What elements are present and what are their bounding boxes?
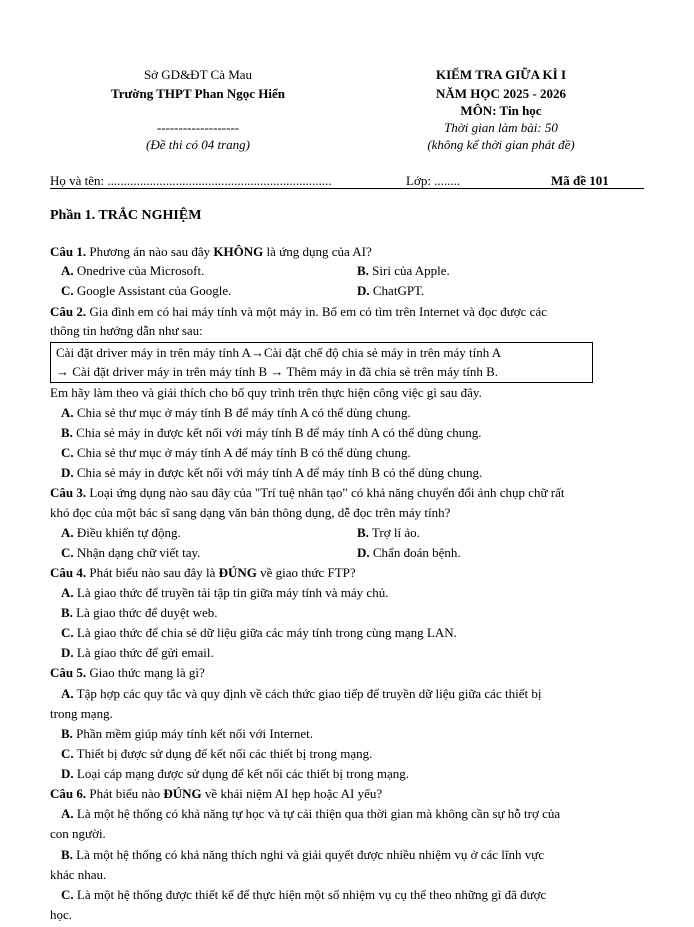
- header-divider: [50, 188, 644, 189]
- department-name: Sở GD&ĐT Cà Mau: [143, 67, 253, 82]
- school-name: Trường THPT Phan Ngọc Hiển: [111, 86, 285, 101]
- q3-option-c: C. Nhận dạng chữ viết tay.: [61, 545, 201, 560]
- question-4: Câu 4. Phát biểu nào sau đây là ĐÚNG về giao thức FTP?: [50, 565, 356, 580]
- exam-title: KIỂM TRA GIỮA KÌ I: [435, 67, 567, 82]
- q6-option-c-cont: học.: [50, 907, 73, 922]
- q5-option-b: B. Phần mềm giúp máy tính kết nối với Internet.: [61, 726, 314, 741]
- q1-option-d: D. ChatGPT.: [357, 283, 425, 298]
- student-name-field: Họ và tên: .....................................................................: [50, 173, 332, 188]
- question-3: Câu 3. Loại ứng dụng nào sau đây của "Trí tuệ nhân tạo" có khả năng chuyển đổi ảnh chụp chữ rất: [50, 485, 565, 500]
- question-6: Câu 6. Phát biểu nào ĐÚNG về khái niệm AI hẹp hoặc AI yếu?: [50, 786, 383, 801]
- q2-option-c: C. Chia sẻ thư mục ở máy tính A để máy tính B có thể dùng chung.: [61, 445, 411, 460]
- section-title: Phần 1. TRẮC NGHIỆM: [50, 208, 202, 223]
- q6-option-c: C. Là một hệ thống được thiết kế để thực hiện một số nhiệm vụ cụ thể theo những gì đã được: [61, 887, 547, 902]
- pages-note: (Đề thi có 04 trang): [146, 137, 250, 152]
- subject: MÔN: Tin học: [460, 103, 542, 118]
- instruction-line-2: → Cài đặt driver máy in trên máy tính B → Thêm máy in đã chia sẻ trên máy tính B.: [56, 364, 499, 379]
- q4-option-d: D. Là giao thức để gửi email.: [61, 645, 214, 660]
- exam-code: Mã đề 101: [551, 173, 609, 188]
- q1-option-b: B. Siri của Apple.: [357, 263, 450, 278]
- time-allowed: Thời gian làm bài: 50: [444, 120, 558, 135]
- q5-option-c: C. Thiết bị được sử dụng để kết nối các thiết bị trong mạng.: [61, 746, 373, 761]
- q1-option-c: C. Google Assistant của Google.: [61, 283, 232, 298]
- q4-option-a: A. Là giao thức để truyền tải tập tin giữa máy tính và máy chủ.: [61, 585, 389, 600]
- school-year: NĂM HỌC 2025 - 2026: [436, 86, 566, 101]
- q4-option-c: C. Là giao thức để chia sẻ dữ liệu giữa các máy tính trong cùng mạng LAN.: [61, 625, 457, 640]
- q2-option-b: B. Chia sẻ máy in được kết nối với máy tính B để máy tính A có thể dùng chung.: [61, 425, 482, 440]
- q6-option-a: A. Là một hệ thống có khả năng tự học và tự cải thiện qua thời gian mà không cần sự hỗ trợ của: [61, 806, 561, 821]
- q5-option-d: D. Loại cáp mạng được sử dụng để kết nối các thiết bị trong mạng.: [61, 766, 410, 781]
- q1-option-a: A. Onedrive của Microsoft.: [61, 263, 205, 278]
- instruction-line-1: Cài đặt driver máy in trên máy tính A→Cài đặt chế độ chia sẻ máy in trên máy tính A: [56, 345, 502, 360]
- q3-line-2: khó đọc của một bác sĩ sang dạng văn bản thông dụng, dễ đọc trên máy tính?: [50, 505, 451, 520]
- q3-option-b: B. Trợ lí ảo.: [357, 525, 420, 540]
- q5-option-a: A. Tập hợp các quy tắc và quy định về cách thức giao tiếp để truyền dữ liệu giữa các thiết bị: [61, 686, 542, 701]
- q6-option-a-cont: con người.: [50, 826, 106, 841]
- question-2: Câu 2. Gia đình em có hai máy tính và một máy in. Bố em có tìm trên Internet và đọc được các: [50, 304, 547, 319]
- q4-option-b: B. Là giao thức để duyệt web.: [61, 605, 218, 620]
- class-field: Lớp: ........: [406, 173, 461, 188]
- q2-option-a: A. Chia sẻ thư mục ở máy tính B để máy tính A có thể dùng chung.: [61, 405, 411, 420]
- q2-prompt: Em hãy làm theo và giải thích cho bố quy trình trên thực hiện công việc gì sau đây.: [50, 385, 482, 400]
- header-dashes: -------------------: [156, 120, 240, 135]
- question-5: Câu 5. Giao thức mạng là gì?: [50, 665, 205, 680]
- question-1: Câu 1. Phương án nào sau đây KHÔNG là ứng dụng của AI?: [50, 244, 372, 259]
- q2-line-2: thông tin hướng dẫn như sau:: [50, 323, 203, 338]
- q6-option-b: B. Là một hệ thống có khả năng thích nghi và giải quyết được nhiều nhiệm vụ ở các lĩnh vực: [61, 847, 545, 862]
- q5-option-a-cont: trong mạng.: [50, 706, 113, 721]
- q6-option-b-cont: khác nhau.: [50, 867, 107, 882]
- q3-option-a: A. Điều khiển tự động.: [61, 525, 181, 540]
- q3-option-d: D. Chẩn đoán bệnh.: [357, 545, 461, 560]
- time-note: (không kể thời gian phát đề): [427, 137, 575, 152]
- q2-option-d: D. Chia sẻ máy in được kết nối với máy tính A để máy tính B có thể dùng chung.: [61, 465, 483, 480]
